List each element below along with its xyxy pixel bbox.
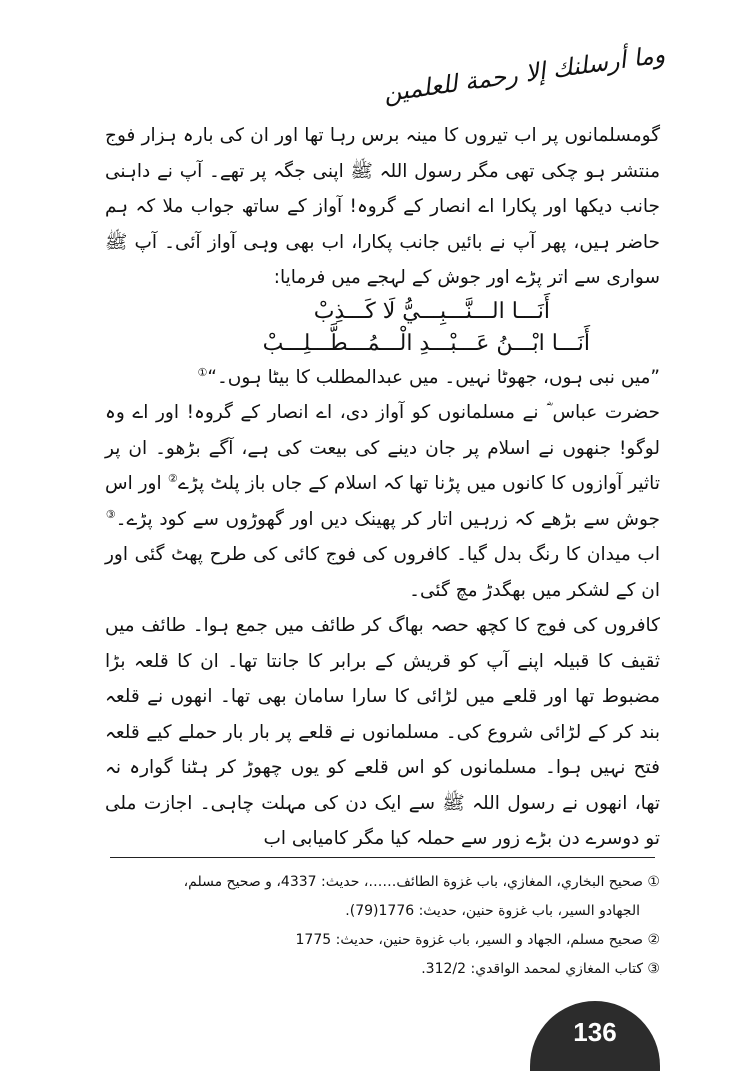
footnotes <box>110 868 660 984</box>
footnote-ref-1: ① <box>197 365 208 379</box>
paragraph-2-part-a: حضرت عباس ؓ نے مسلمانوں کو آواز دی، اے انصار کے گروہ! اور اے وہ لوگو! جنھوں نے اسلام پر جان دینے کی بیعت کی ہے، آگے بڑھو۔ ان پر تاثیر آوازوں کا کانوں میں پڑنا تھا کہ اسلام کے جاں باز پلٹ پڑے <box>105 402 660 494</box>
paragraph-2 <box>105 395 660 608</box>
footnote-ref-2: ② <box>167 471 178 485</box>
paragraph-2-part-b: اور اس جوش سے بڑھے کہ زرہیں اتار کر پھینک دیں اور گھوڑوں سے کود پڑے۔ <box>105 473 660 530</box>
footnote-ref-3: ③ <box>105 507 116 521</box>
footnote-3: ③ كتاب المغازي لمحمد الواقدي: 312/2. <box>421 961 660 977</box>
page-number-badge <box>530 1001 660 1071</box>
header-motto: وما أرسلنك إلا رحمة للعلمين <box>382 40 667 108</box>
footnote-1: ① صحيح البخاري، المغازي، باب غزوة الطائف……، حديث: 4337، و صحيح مسلم، <box>183 874 660 890</box>
verse-line-1: أَنَـــا الـــنَّـــبِـــيُّ لَا كَـــذِبْ <box>313 298 550 324</box>
page-number: 136 <box>573 1016 617 1047</box>
paragraph-1: گومسلمانوں پر اب تیروں کا مینہ برس رہا تھا اور ان کی بارہ ہزار فوج منتشر ہو چکی تھی مگر رسول اللہ ﷺ اپنی جگہ پر تھے۔ آپ نے داہنی جانب دیکھا اور پکارا اے انصار کے گروہ! آواز کے ساتھ جواب ملا کہ ہم حاضر ہیں، پھر آپ نے بائیں جانب پکارا، اب بھی وہی آواز آئی۔ آپ ﷺ سواری سے اتر پڑے اور جوش کے لہجے میں فرمایا: <box>105 125 660 288</box>
main-text <box>105 118 660 857</box>
verse-translation-text: ”میں نبی ہوں، جھوٹا نہیں۔ میں عبدالمطلب کا بیٹا ہوں۔“ <box>207 366 660 388</box>
paragraph-3: کافروں کی فوج کا کچھ حصہ بھاگ کر طائف میں جمع ہوا۔ طائف میں ثقیف کا قبیلہ اپنے آپ کو قریش کے برابر کا جانتا تھا۔ ان کا قلعہ بڑا مضبوط تھا اور قلعے میں لڑائی کا سارا سامان بھی تھا۔ انھوں نے قلعہ بند کر کے لڑائی شروع کی۔ مسلمانوں نے قلعے پر بار بار حملے کیے قلعہ فتح نہیں ہوا۔ مسلمانوں کو اس قلعے کو یوں چھوڑ کر ہٹنا گوارہ نہ تھا، انھوں نے رسول اللہ ﷺ سے ایک دن کی مہلت چاہی۔ اجازت ملی تو دوسرے دن بڑے زور سے حملہ کیا مگر کامیابی اب <box>105 615 660 849</box>
footnote-divider <box>110 857 655 858</box>
footnote-2: ② صحيح مسلم، الجهاد و السير، باب غزوة حنين، حديث: 1775 <box>295 932 660 948</box>
paragraph-2-part-c: اب میدان کا رنگ بدل گیا۔ کافروں کی فوج کائی کی طرح پھٹ گئی اور ان کے لشکر میں بھگدڑ مچ گئی۔ <box>105 544 660 601</box>
verse-line-2: أَنَـــا ابْـــنُ عَـــبْـــدِ الْـــمُـــطَّـــلِـــبْ <box>262 330 590 356</box>
verse-translation <box>105 360 660 396</box>
footnote-1-continued: الجهادو السير، باب غزوة حنين، حديث: 1776(79). <box>345 903 640 919</box>
